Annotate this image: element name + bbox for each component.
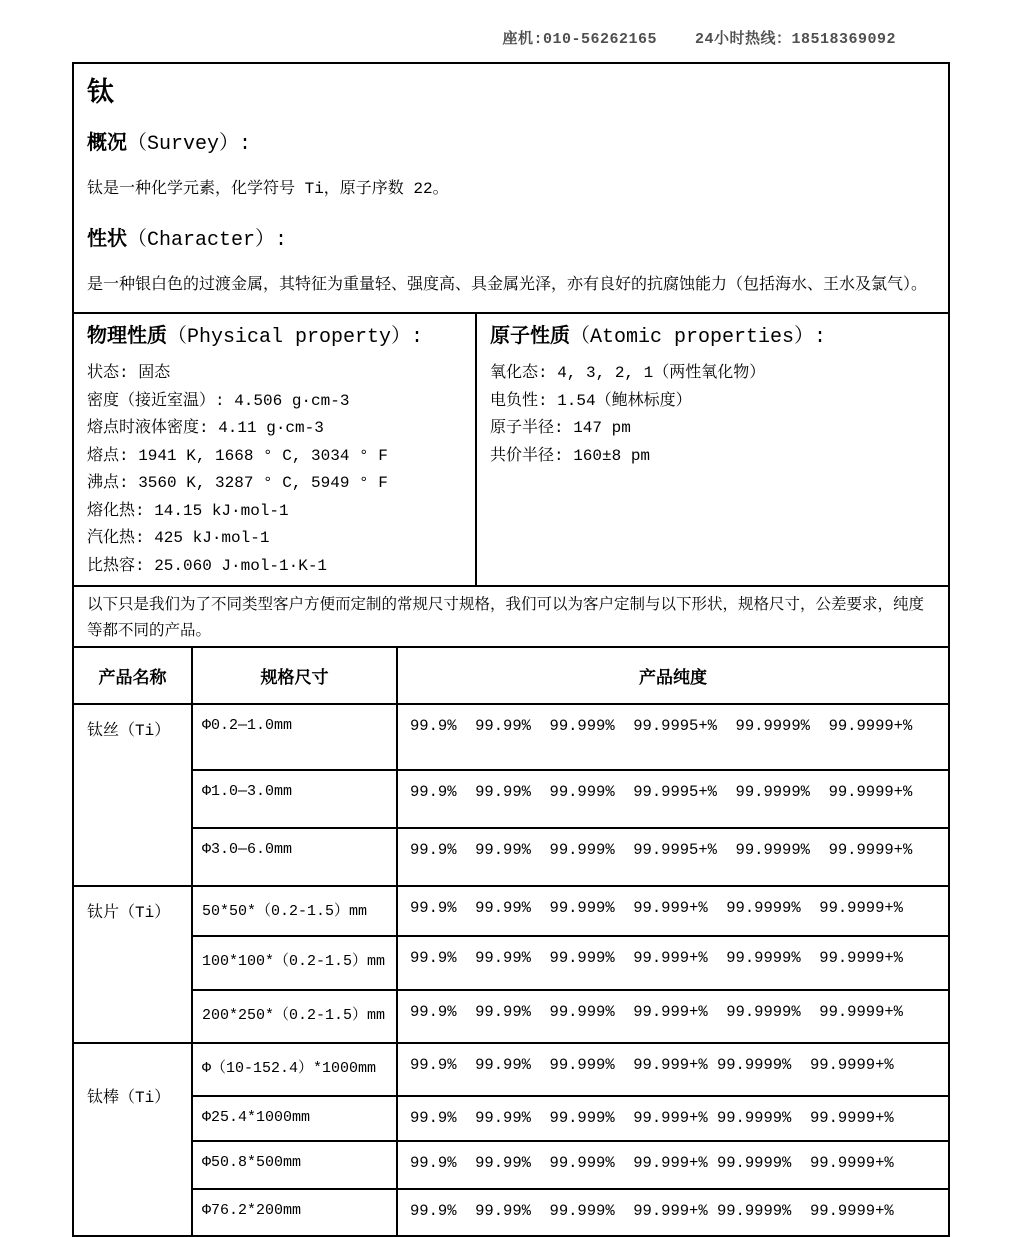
purity-cell: 99.9% 99.99% 99.999% 99.999+% 99.9999% 99.9999+% bbox=[397, 1141, 948, 1189]
property-line: 状态: 固态 bbox=[87, 364, 171, 382]
property-line: 电负性: 1.54（鲍林标度） bbox=[490, 391, 692, 410]
physical-properties-cell bbox=[74, 314, 477, 585]
purity-cell: 99.9% 99.99% 99.999% 99.999+% 99.9999% 99.9999+% bbox=[397, 990, 948, 1043]
spec-cell: 100*100*（0.2-1.5）mm bbox=[192, 936, 397, 990]
table-row bbox=[74, 1189, 948, 1235]
spec-cell: Φ0.2—1.0mm bbox=[192, 704, 397, 770]
physical-heading-en: （Physical property）: bbox=[167, 326, 424, 349]
product-name-cell: 钛丝（Ti） bbox=[74, 704, 192, 886]
character-heading-en: （Character）: bbox=[127, 229, 288, 252]
col-header-product-name: 产品名称 bbox=[74, 648, 192, 704]
document-frame bbox=[72, 62, 950, 1237]
table-row bbox=[74, 770, 948, 828]
purity-cell: 99.9% 99.99% 99.999% 99.9995+% 99.9999% 99.9999+% bbox=[397, 770, 948, 828]
atomic-heading bbox=[490, 323, 936, 351]
property-line: 熔点: 1941 K, 1668 ° C, 3034 ° F bbox=[87, 446, 388, 465]
product-name-cell: 钛片（Ti） bbox=[74, 886, 192, 1043]
survey-body: 钛是一种化学元素，化学符号 Ti，原子序数 22。 bbox=[87, 180, 449, 198]
property-line: 共价半径: 160±8 pm bbox=[490, 446, 651, 465]
spec-cell: Φ3.0—6.0mm bbox=[192, 828, 397, 886]
property-line: 沸点: 3560 K, 3287 ° C, 5949 ° F bbox=[87, 474, 388, 492]
table-row bbox=[74, 704, 948, 770]
spec-cell: 200*250*（0.2-1.5）mm bbox=[192, 990, 397, 1043]
property-line: 比热容: 25.060 J·mol-1·K-1 bbox=[87, 556, 328, 575]
table-row bbox=[74, 1141, 948, 1189]
property-line: 汽化热: 425 kJ·mol-1 bbox=[87, 529, 270, 547]
survey-heading-en: （Survey）: bbox=[127, 133, 252, 156]
property-line: 熔化热: 14.15 kJ·mol-1 bbox=[87, 501, 289, 520]
atomic-heading-en: （Atomic properties）: bbox=[570, 326, 827, 349]
spec-cell: Φ76.2*200mm bbox=[192, 1189, 397, 1235]
survey-heading-zh: 概况 bbox=[87, 132, 127, 154]
purity-cell: 99.9% 99.99% 99.999% 99.9995+% 99.9999% 99.9999+% bbox=[397, 704, 948, 770]
properties-section bbox=[74, 312, 948, 585]
contact-header: 座机:010-56262165 24小时热线：18518369092 bbox=[502, 31, 896, 48]
custom-note: 以下只是我们为了不同类型客户方便而定制的常规尺寸规格，我们可以为客户定制与以下形状，规格尺寸，公差要求，纯度等都不同的产品。 bbox=[74, 585, 948, 648]
table-row bbox=[74, 886, 948, 936]
character-body: 是一种银白色的过渡金属，其特征为重量轻、强度高、具金属光泽，亦有良好的抗腐蚀能力（包括海水、王水及氯气）。 bbox=[87, 276, 928, 294]
col-header-spec-size: 规格尺寸 bbox=[192, 648, 397, 704]
property-line: 原子半径: 147 pm bbox=[490, 419, 631, 437]
spec-cell: Φ1.0—3.0mm bbox=[192, 770, 397, 828]
property-line: 密度（接近室温）: 4.506 g·cm-3 bbox=[87, 391, 350, 410]
atomic-property-list bbox=[490, 360, 936, 470]
purity-cell: 99.9% 99.99% 99.999% 99.999+% 99.9999% 99.9999+% bbox=[397, 1043, 948, 1096]
products-table bbox=[74, 648, 948, 1235]
physical-heading-zh: 物理性质 bbox=[87, 325, 167, 347]
page-title: 钛 bbox=[87, 77, 114, 107]
col-header-purity: 产品纯度 bbox=[397, 648, 948, 704]
intro-section bbox=[74, 64, 948, 312]
table-row bbox=[74, 936, 948, 990]
character-heading-zh: 性状 bbox=[87, 228, 127, 250]
physical-property-list bbox=[87, 360, 463, 580]
physical-heading bbox=[87, 323, 463, 351]
atomic-properties-cell bbox=[477, 314, 948, 585]
table-row bbox=[74, 1043, 948, 1096]
spec-cell: Φ（10-152.4）*1000mm bbox=[192, 1043, 397, 1096]
spec-cell: 50*50*（0.2-1.5）mm bbox=[192, 886, 397, 936]
purity-cell: 99.9% 99.99% 99.999% 99.999+% 99.9999% 99.9999+% bbox=[397, 936, 948, 990]
purity-cell: 99.9% 99.99% 99.999% 99.999+% 99.9999% 99.9999+% bbox=[397, 886, 948, 936]
table-row bbox=[74, 1096, 948, 1141]
table-row bbox=[74, 828, 948, 886]
purity-cell: 99.9% 99.99% 99.999% 99.9995+% 99.9999% 99.9999+% bbox=[397, 828, 948, 886]
survey-heading bbox=[87, 130, 928, 158]
spec-cell: Φ50.8*500mm bbox=[192, 1141, 397, 1189]
table-row bbox=[74, 990, 948, 1043]
spec-cell: Φ25.4*1000mm bbox=[192, 1096, 397, 1141]
property-line: 熔点时液体密度: 4.11 g·cm-3 bbox=[87, 419, 324, 437]
character-heading bbox=[87, 226, 928, 254]
purity-cell: 99.9% 99.99% 99.999% 99.999+% 99.9999% 99.9999+% bbox=[397, 1189, 948, 1235]
atomic-heading-zh: 原子性质 bbox=[490, 325, 570, 347]
property-line: 氧化态: 4, 3, 2, 1（两性氧化物） bbox=[490, 364, 766, 382]
product-name-cell: 钛棒（Ti） bbox=[74, 1043, 192, 1235]
table-header-row bbox=[74, 648, 948, 704]
purity-cell: 99.9% 99.99% 99.999% 99.999+% 99.9999% 99.9999+% bbox=[397, 1096, 948, 1141]
